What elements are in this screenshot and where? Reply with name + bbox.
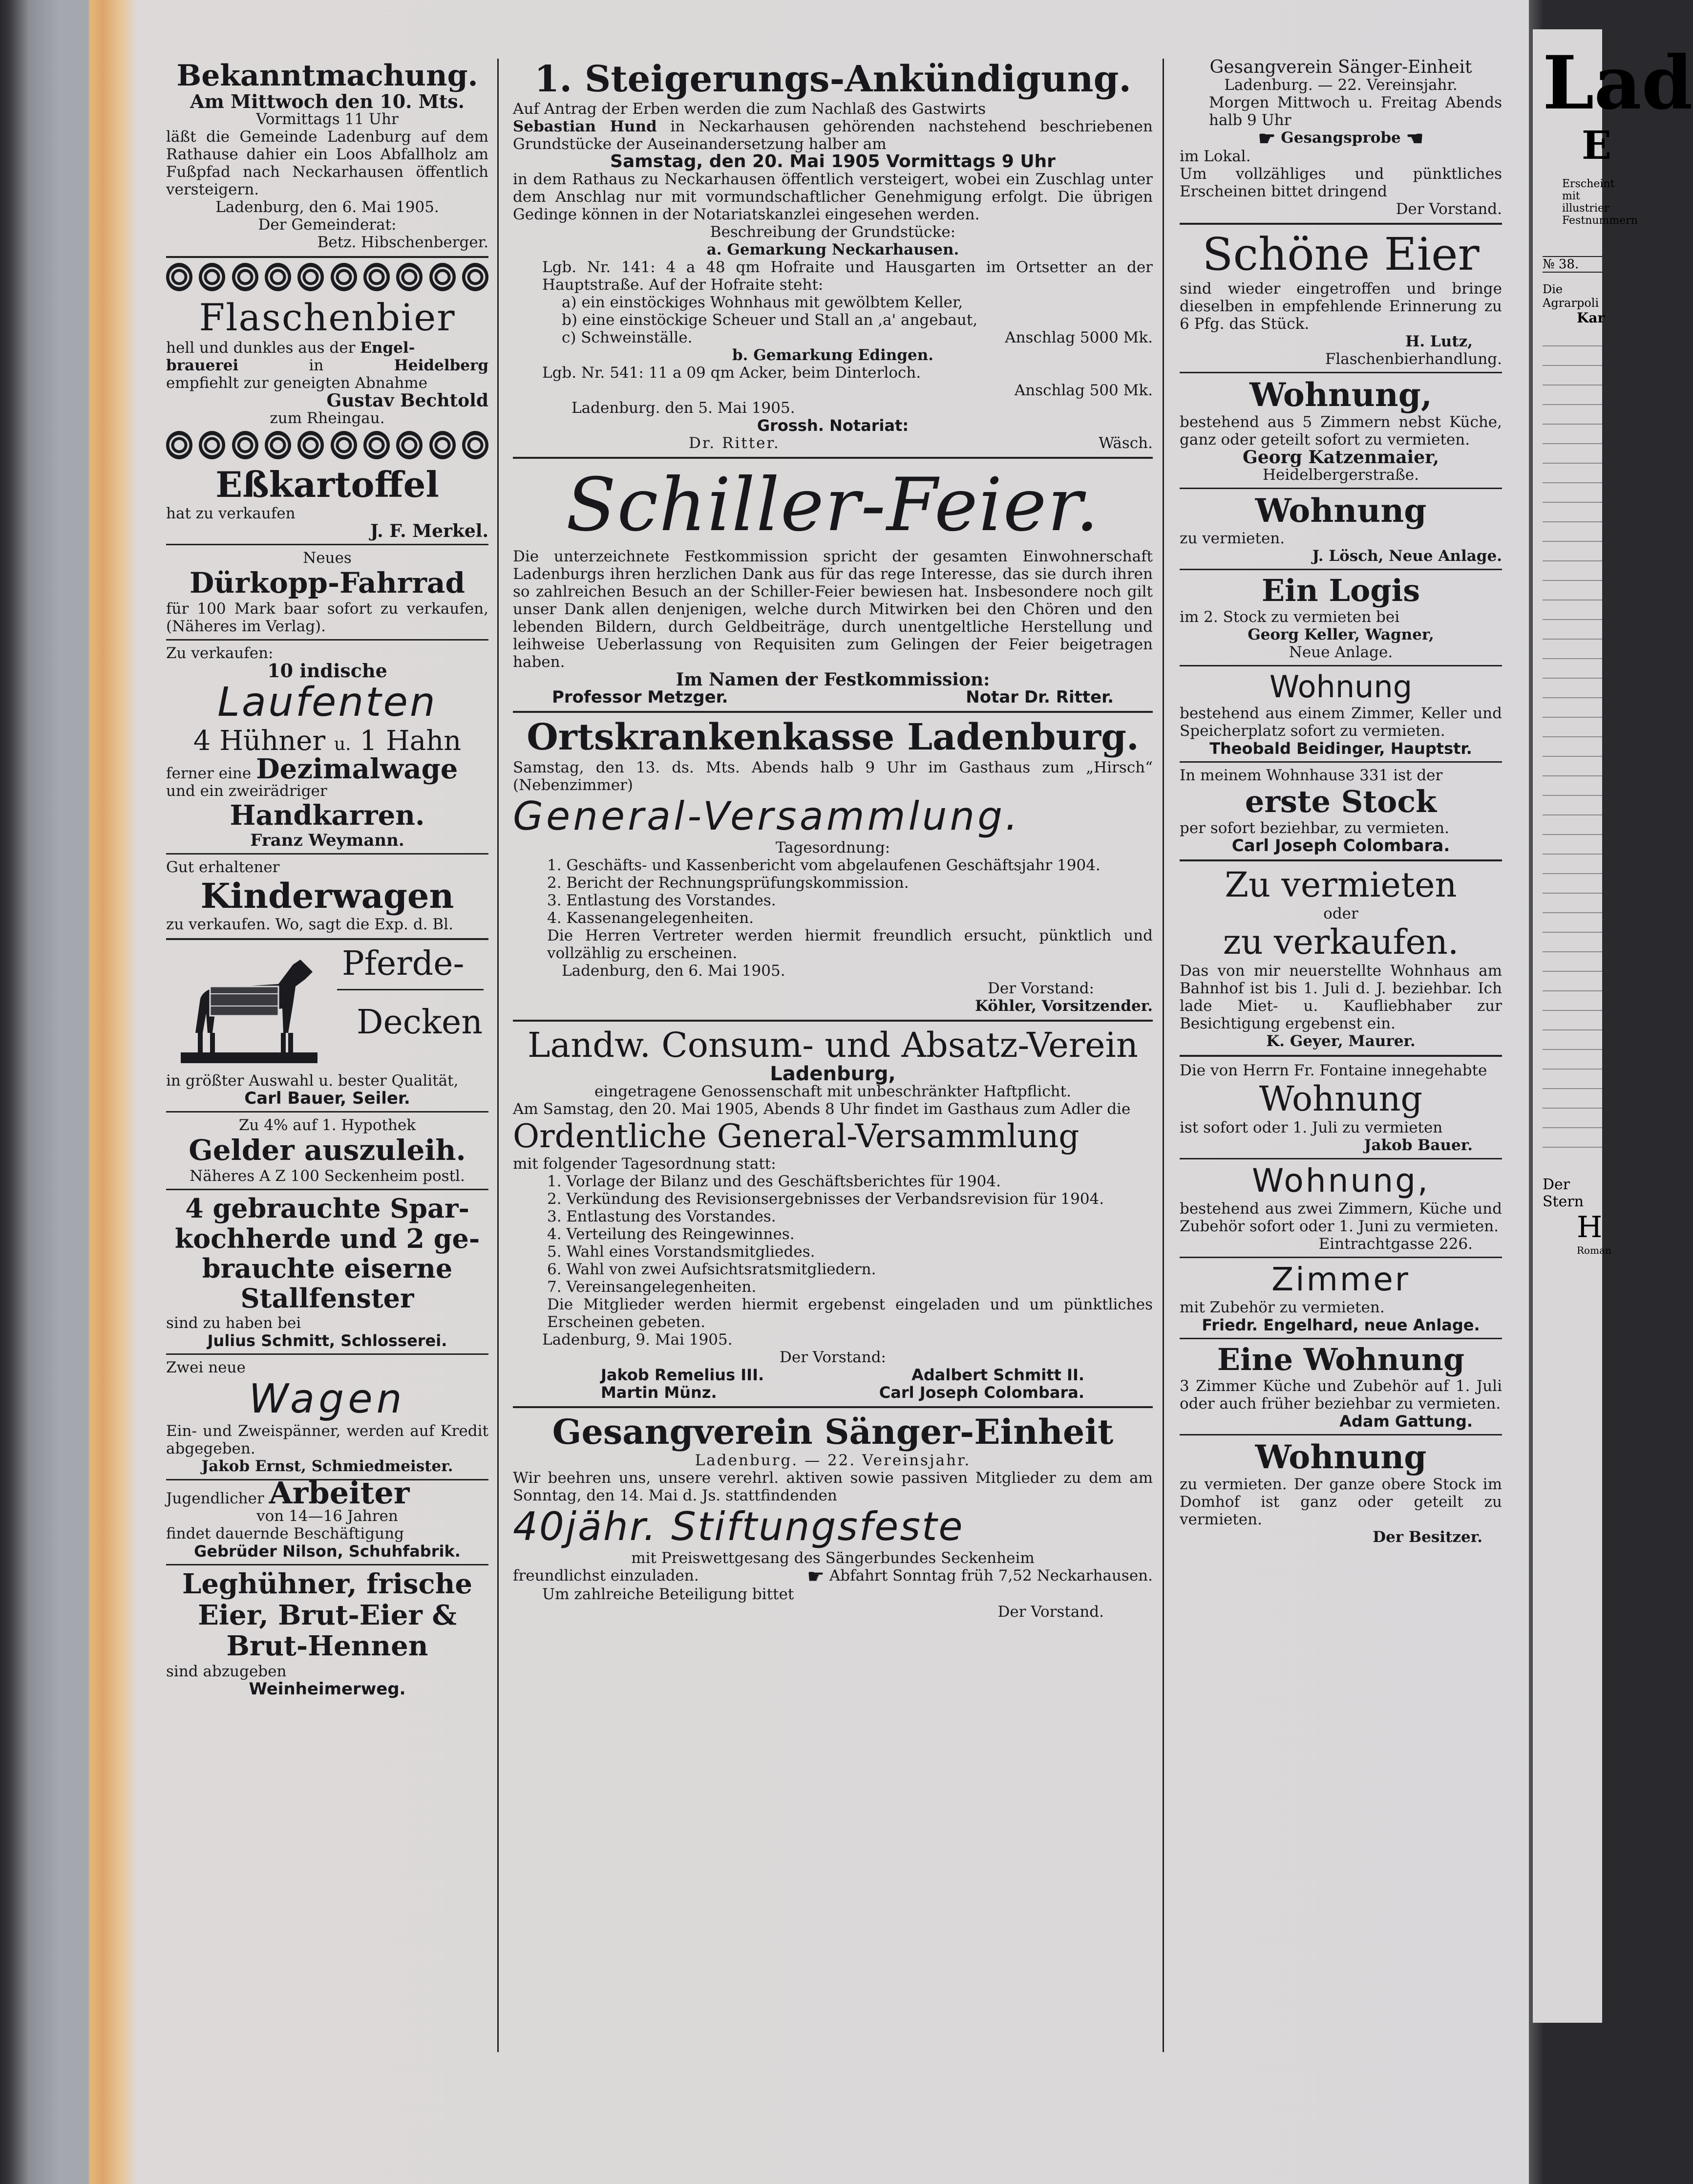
ad-text: In meinem Wohnhause 331 ist der	[1180, 767, 1443, 785]
ad-duerkopp	[166, 549, 488, 635]
ad-date: Samstag, den 20. Mai 1905 Vormittags 9 Uhr	[610, 151, 1056, 172]
ad-advertiser: Georg Katzenmaier,	[1243, 447, 1439, 468]
agenda-item: 1. Vorlage der Bilanz und des Geschäftsberichtes für 1904.	[547, 1173, 1001, 1191]
ad-address: Eintrachtgasse 226.	[1318, 1235, 1473, 1253]
ad-text: c) Schweinställe.	[562, 329, 693, 347]
ad-signature: Köhler, Vorsitzender.	[975, 997, 1153, 1015]
ad-signature: Der Vorstand:	[988, 979, 1094, 997]
ad-signature: Carl Joseph Colombara.	[879, 1383, 1084, 1402]
column-right	[1180, 59, 1502, 1546]
ad-title: Stallfenster	[240, 1283, 414, 1314]
ad-signature: Der Vorstand.	[997, 1603, 1104, 1621]
ad-divider	[166, 853, 488, 855]
ad-advertiser: Der Besitzer.	[1373, 1528, 1482, 1546]
ad-wohnung-4	[1180, 1163, 1502, 1253]
ad-eine-wohnung	[1180, 1343, 1502, 1430]
column-rule	[1163, 59, 1164, 2052]
ad-title: Wagen	[249, 1375, 406, 1422]
ad-text: mit Preiswettgesang des Sängerbundes Seckenheim	[631, 1549, 1035, 1567]
ad-title: Gelder auszuleih.	[189, 1134, 466, 1167]
facing-text: mit illustrier	[1562, 190, 1609, 214]
facing-letter: E	[1582, 122, 1611, 168]
ad-text: Jugendlicher	[166, 1489, 264, 1507]
ad-text: Zwei neue	[166, 1358, 246, 1376]
ad-fontaine	[1180, 1062, 1502, 1154]
ad-text: Ladenburg. — 22. Vereinsjahr.	[695, 1452, 971, 1470]
ad-text: empfiehlt zur geneigten Abnahme	[166, 374, 428, 392]
ad-signature: Wäsch.	[1099, 434, 1153, 452]
column-center	[513, 59, 1153, 1621]
ad-signature	[513, 688, 1153, 706]
ad-divider	[513, 711, 1153, 713]
ad-divider	[1180, 1257, 1502, 1258]
pointing-hand-icon: ☚	[1406, 127, 1424, 150]
ad-advertiser: Theobald Beidinger, Hauptstr.	[1209, 739, 1472, 758]
ad-text: per sofort beziehbar, zu vermieten.	[1180, 819, 1450, 837]
ad-signature: Martin Münz.	[601, 1383, 717, 1402]
ad-text: in dem Rathaus zu Neckarhausen öffentlich versteigert, wobei ein Zuschlag unter dem Anschlag nur mit vormundschaftlicher Genehmigung erfolgt. Die übrigen Gedinge können in der Notariatskanzlei eingesehen werden.	[513, 171, 1153, 224]
ad-text: Wir beehren uns, unsere verehrl. aktiven sowie passiven Mitglieder zu dem am Sonntag, den 14. Mai d. Js. stattfindenden	[513, 1469, 1153, 1505]
newspaper-sheet	[137, 39, 1529, 2077]
facing-masthead: Lad	[1543, 40, 1693, 126]
ad-wohnung-5	[1180, 1439, 1502, 1546]
ad-advertiser: Jakob Ernst, Schmiedmeister.	[201, 1457, 453, 1475]
ad-divider	[1180, 569, 1502, 570]
ad-title: Arbeiter	[269, 1475, 410, 1511]
ad-advertiser: Flaschenbierhandlung.	[1325, 350, 1502, 368]
ad-text: Am Mittwoch den 10. Mts.	[190, 90, 465, 112]
ad-divider	[166, 544, 488, 545]
ad-gesangverein-fest	[513, 1413, 1153, 1621]
ad-title: Brut-Hennen	[226, 1630, 428, 1663]
ad-text: von 14—16 Jahren	[256, 1507, 398, 1525]
ad-zimmer	[1180, 1262, 1502, 1334]
ad-divider	[513, 1406, 1153, 1408]
ad-divider	[166, 256, 488, 258]
ad-title: Eine Wohnung	[1217, 1341, 1465, 1377]
ad-text: im 2. Stock zu vermieten bei	[1180, 608, 1400, 626]
ad-title: General-Versammlung.	[513, 793, 1021, 839]
column-rule	[497, 59, 499, 2052]
facing-text: H	[1577, 1210, 1603, 1244]
ad-signature: Der Gemeinderat:	[258, 216, 397, 234]
ad-advertiser: Carl Bauer, Seiler.	[244, 1089, 410, 1109]
ad-schoene-eier	[1180, 230, 1502, 368]
ad-text: a) ein einstöckiges Wohnhaus mit gewölbtem Keller,	[562, 294, 963, 312]
ad-text: bestehend aus einem Zimmer, Keller und Speicherplatz sofort zu vermieten.	[1180, 705, 1502, 740]
ad-text: Die unterzeichnete Festkommission spricht der gesamten Einwohnerschaft Ladenburgs ihren herzlichen Dank aus für das rege Interesse, das sie durch ihren so zahlreichen Besuch an der Schiller-Feier bewiesen hat. Insbesondere noch gilt unser Dank allen denjenigen, welche durch Mitwirken bei den Chören und den lebenden Bildern, durch Geldbeiträge, durch unentgeltliche Herstellung und leihweise Ueberlassung von Requisiten zum Gelingen der Feier beigetragen haben.	[513, 548, 1153, 671]
ad-divider	[166, 1189, 488, 1190]
ad-text: Ein- und Zweispänner, werden auf Kredit abgegeben.	[166, 1422, 488, 1457]
ad-title: Ein Logis	[1261, 572, 1420, 608]
ad-title: Wohnung	[1255, 492, 1427, 530]
ad-text: läßt die Gemeinde Ladenburg auf dem Rathause dahier ein Loos Abfallholz am Fußpfad nach Neckarhausen öffentlich versteigern.	[166, 128, 488, 198]
ad-signature: Jakob Remelius III.	[601, 1366, 764, 1385]
ad-wagen	[166, 1359, 488, 1475]
ad-signature: Grossh. Notariat:	[757, 416, 909, 435]
horse-illustration	[166, 945, 327, 1072]
ad-address: Neue Anlage.	[1289, 643, 1393, 662]
ad-text: Lgb. Nr. 141: 4 a 48 qm Hofraite und Hausgarten im Ortsetter an der Hauptstraße. Auf der Hofraite steht:	[542, 258, 1153, 294]
ad-advertiser: Friedr. Engelhard, neue Anlage.	[1202, 1315, 1480, 1334]
ad-text: Anschlag 5000 Mk.	[1005, 329, 1153, 347]
facing-text: Roman	[1577, 1244, 1611, 1256]
ad-advertiser: Franz Weymann.	[250, 831, 404, 851]
ad-title: Gesangverein Sänger-Einheit	[552, 1412, 1114, 1453]
ad-title: 4 gebrauchte Spar-	[185, 1193, 469, 1224]
ad-divider	[1180, 1055, 1502, 1057]
ad-sparkochherde	[166, 1194, 488, 1349]
ad-text: Näheres A Z 100 Seckenheim postl.	[190, 1167, 465, 1185]
ad-text: zu verkaufen. Wo, sagt die Exp. d. Bl.	[166, 916, 453, 934]
ad-signature	[513, 434, 1153, 452]
ad-text: für 100 Mark baar sofort zu verkaufen, (Näheres im Verlag).	[166, 600, 488, 635]
ornament-border	[166, 263, 488, 293]
ad-wohnung-1	[1180, 377, 1502, 484]
ad-signature: Der Vorstand.	[1396, 200, 1502, 218]
ad-title: Zu vermieten	[1225, 865, 1457, 905]
ad-title: Leghühner, frische	[182, 1567, 472, 1600]
ad-text: oder	[1323, 905, 1358, 923]
ad-text	[513, 1565, 1153, 1588]
facing-text: Kar	[1577, 310, 1605, 326]
ad-text: Tagesordnung:	[775, 838, 890, 856]
agenda-item: 6. Wahl von zwei Aufsichtsratsmitgliedern.	[547, 1261, 876, 1279]
ad-arbeiter	[166, 1475, 488, 1561]
ad-divider	[1180, 1158, 1502, 1159]
ad-text: mit Zubehör zu vermieten.	[1180, 1298, 1385, 1316]
ad-signature: Notar Dr. Ritter.	[966, 687, 1114, 707]
ad-ortskrankenkasse	[513, 718, 1153, 1014]
ad-divider	[513, 457, 1153, 459]
ad-text: bestehend aus 5 Zimmern nebst Küche, ganz oder geteilt sofort zu vermieten.	[1180, 413, 1502, 449]
agenda-item: 3. Entlastung des Vorstandes.	[547, 891, 776, 909]
ad-text: Am Samstag, den 20. Mai 1905, Abends 8 Uhr findet im Gasthaus zum Adler die	[513, 1100, 1131, 1118]
ad-advertiser: Gustav Bechtold	[326, 390, 488, 411]
ad-text: u.	[334, 734, 351, 754]
ad-text: in Neckarhausen gehörenden nachstehend beschriebenen Grundstücke der Auseinandersetzung halber am	[513, 118, 1153, 153]
ad-advertiser: Georg Keller, Wagner,	[1248, 626, 1434, 644]
agenda-item: 2. Bericht der Rechnungsprüfungskommission.	[547, 874, 909, 892]
column-left	[166, 59, 488, 1698]
ad-gelder	[166, 1116, 488, 1185]
ad-divider	[1180, 1434, 1502, 1435]
ad-text: sind wieder eingetroffen und bringe dieselben in empfehlende Erinnerung zu 6 Pfg. das Stück.	[1180, 279, 1502, 333]
ad-date: Ladenburg, 9. Mai 1905.	[542, 1331, 733, 1349]
facing-issue-number: № 38.	[1543, 256, 1602, 273]
ad-text	[166, 357, 488, 374]
agenda-item: 4. Kassenangelegenheiten.	[547, 909, 754, 927]
ad-divider	[337, 989, 484, 990]
ad-title: Laufenten	[217, 679, 437, 726]
ad-title: Landw. Consum- und Absatz-Verein	[527, 1025, 1139, 1065]
ad-text: Die von Herrn Fr. Fontaine innegehabte	[1180, 1062, 1487, 1080]
facing-text: Festnummern	[1562, 214, 1638, 227]
ad-text: Handkarren.	[230, 799, 425, 832]
ad-signature: Adalbert Schmitt II.	[911, 1366, 1084, 1385]
ad-divider	[166, 1564, 488, 1565]
ad-signature	[513, 1366, 1153, 1384]
ad-text: ferner eine	[166, 764, 252, 782]
ad-title: 1. Steigerungs-Ankündigung.	[534, 58, 1132, 100]
ad-text: Dezimalwage	[256, 752, 458, 785]
ad-text: 3 Zimmer Küche und Zubehör auf 1. Juli oder auch früher beziehbar zu vermieten.	[1180, 1377, 1502, 1413]
ad-text: hell und dunkles aus der	[166, 339, 356, 357]
ad-title: Wohnung,	[1249, 375, 1432, 414]
ad-advertiser: Weinheimerweg.	[249, 1679, 406, 1699]
ad-text: ist sofort oder 1. Juli zu vermieten	[1180, 1119, 1443, 1137]
ad-title: Wohnung	[1255, 1437, 1427, 1476]
ad-text: Die Mitglieder werden hiermit ergebenst eingeladen und um pünktliches Erscheinen gebeten.	[547, 1296, 1153, 1331]
ad-signature: Dr. Ritter.	[689, 434, 780, 452]
ad-text: 4 Hühner	[193, 725, 326, 757]
ad-text: Engel-	[360, 339, 415, 357]
ad-divider	[166, 639, 488, 641]
ad-kinderwagen	[166, 858, 488, 933]
ad-title: Kinderwagen	[200, 876, 454, 917]
ad-text: eingetragene Genossenschaft mit unbeschränkter Haftpflicht.	[594, 1082, 1071, 1100]
ad-text: 10 indische	[267, 659, 387, 682]
ad-text: Beschreibung der Grundstücke:	[710, 223, 956, 241]
facing-text: Erscheint	[1562, 178, 1615, 190]
ad-advertiser: H. Lutz,	[1405, 332, 1473, 350]
ad-wohnung-3	[1180, 670, 1502, 757]
ad-text: sind abzugeben	[166, 1662, 287, 1680]
ad-title: Wohnung,	[1252, 1162, 1430, 1200]
ad-title: Decken	[357, 1003, 483, 1042]
ad-text: Ladenburg. — 22. Vereinsjahr.	[1224, 76, 1458, 94]
ad-signature: Der Vorstand:	[780, 1349, 886, 1367]
ad-signature	[513, 1384, 1153, 1401]
ad-esskartoffel	[166, 465, 488, 540]
ad-title: Eier, Brut-Eier &	[198, 1599, 457, 1631]
ad-text: Um vollzähliges und pünktliches Erscheinen bittet dringend	[1180, 165, 1502, 200]
ad-text: mit folgender Tagesordnung statt:	[513, 1155, 776, 1173]
ad-text: Das von mir neuerstellte Wohnhaus am Bahnhof ist bis 1. Juli d. J. beziehbar. Ich lade Miet- u. Kaufliebhaber zur Besichtigung ergebenst ein.	[1180, 962, 1502, 1033]
ad-pferdedecken	[166, 945, 488, 1072]
ad-advertiser: J. F. Merkel.	[370, 520, 488, 541]
ad-address: Heidelbergerstraße.	[1263, 466, 1419, 484]
ad-zu-vermieten	[1180, 866, 1502, 1050]
ad-title: Bekanntmachung.	[176, 59, 478, 93]
ad-consumverein	[513, 1027, 1153, 1402]
ad-title: Wohnung	[1259, 1079, 1423, 1119]
ad-text: sind zu haben bei	[166, 1314, 301, 1332]
ad-text: zu vermieten.	[1180, 529, 1285, 547]
ornament-border	[166, 431, 488, 461]
ad-text: 1 Hahn	[360, 725, 462, 757]
ad-divider	[1180, 665, 1502, 666]
facing-text: Der Stern	[1543, 1176, 1584, 1210]
ad-divider	[166, 1353, 488, 1355]
ad-text: b. Gemarkung Edingen.	[732, 346, 934, 364]
ad-text: zu vermieten. Der ganze obere Stock im Domhof ist ganz oder geteilt zu vermieten.	[1180, 1476, 1502, 1529]
ad-wohnung-2	[1180, 493, 1502, 565]
ad-text: Ladenburg,	[770, 1062, 896, 1085]
ad-divider	[1180, 488, 1502, 489]
ad-text	[166, 339, 488, 357]
ad-text: Heidelberg	[394, 356, 488, 374]
agenda-item: 4. Verteilung des Reingewinnes.	[547, 1225, 795, 1243]
agenda-list	[513, 1173, 1153, 1296]
facing-column-text	[1543, 336, 1602, 1166]
ad-text: Morgen Mittwoch u. Freitag Abends halb 9 Uhr	[1209, 94, 1502, 129]
ad-divider	[1180, 223, 1502, 225]
ad-divider	[166, 1111, 488, 1113]
ad-text	[166, 1475, 488, 1511]
ad-text: Neues	[303, 549, 352, 567]
ad-address: zum Rheingau.	[270, 409, 385, 427]
ad-text: Abfahrt Sonntag früh 7,52 Neckarhausen.	[829, 1567, 1153, 1585]
ad-gesangsprobe	[1180, 59, 1502, 218]
ad-title: Pferde-	[342, 944, 465, 984]
ad-date: Ladenburg. den 5. Mai 1905.	[571, 399, 795, 417]
ad-divider	[166, 938, 488, 940]
ad-text: Vormittags 11 Uhr	[256, 110, 399, 128]
ad-text: Zu verkaufen:	[166, 644, 274, 662]
ad-logis	[1180, 574, 1502, 661]
ad-divider	[1180, 372, 1502, 373]
ad-text: Gesangsprobe	[1281, 129, 1401, 147]
ad-advertiser: Carl Joseph Colombara.	[1231, 836, 1450, 856]
ad-text: findet dauernde Beschäftigung	[166, 1524, 404, 1542]
ad-advertiser: K. Geyer, Maurer.	[1266, 1032, 1416, 1050]
ad-text: bestehend aus zwei Zimmern, Küche und Zubehör sofort oder 1. Juni zu vermieten.	[1180, 1200, 1502, 1236]
ad-title: erste Stock	[1245, 784, 1437, 820]
ad-steigerung	[513, 60, 1153, 452]
ad-divider	[1180, 859, 1502, 861]
ad-text	[1180, 129, 1502, 148]
agenda-item: 5. Wahl eines Vorstandsmitgliedes.	[547, 1243, 815, 1261]
ad-title: kochherde und 2 ge-	[174, 1222, 480, 1254]
ad-title: Dürkopp-Fahrrad	[189, 566, 466, 600]
ad-advertiser: Jakob Bauer.	[1364, 1136, 1473, 1155]
facing-page-edge	[1533, 29, 1693, 2023]
ad-title: brauchte eiserne	[202, 1252, 453, 1284]
facing-text: Die Agrarpoli	[1543, 282, 1599, 310]
ad-text: Anschlag 500 Mk.	[1014, 382, 1153, 400]
ad-title: Schiller-Feier.	[566, 463, 1100, 548]
ad-bekanntmachung	[166, 60, 488, 251]
ad-title: Ordentliche General-Versammlung	[513, 1117, 1079, 1155]
ad-advertiser: Gebrüder Nilson, Schuhfabrik.	[194, 1542, 461, 1561]
ad-title: Gesangverein Sänger-Einheit	[1209, 57, 1472, 77]
ad-text: und ein zweirädriger	[166, 782, 327, 800]
ad-signature: Professor Metzger.	[552, 687, 728, 707]
ad-date: Ladenburg, den 6. Mai 1905.	[215, 198, 439, 216]
pointing-hand-icon: ☛	[1258, 127, 1276, 150]
ad-leghuehner	[166, 1569, 488, 1698]
ad-title: Zimmer	[1271, 1261, 1410, 1299]
ad-text	[166, 752, 488, 785]
ad-text: Lgb. Nr. 541: 11 a 09 qm Acker, beim Dinterloch.	[542, 364, 921, 382]
ad-text: hat zu verkaufen	[166, 504, 296, 522]
ad-text: Auf Antrag der Erben werden die zum Nachlaß des Gastwirts	[513, 100, 986, 118]
ad-title: Flaschenbier	[199, 296, 456, 339]
ad-erste-stock	[1180, 767, 1502, 855]
ad-text: in	[309, 356, 324, 374]
ad-text: brauerei	[166, 356, 239, 374]
ad-advertiser: Julius Schmitt, Schlosserei.	[207, 1331, 447, 1350]
ad-laufenten	[166, 644, 488, 850]
ad-title: 40jähr. Stiftungsfeste	[513, 1504, 964, 1550]
agenda-item: 2. Verkündung des Revisionsergebnisses der Verbandsrevision für 1904.	[547, 1190, 1104, 1208]
ad-text	[513, 329, 1153, 346]
ad-signature: Betz. Hibschenberger.	[317, 234, 488, 251]
ad-divider	[1180, 1338, 1502, 1339]
ad-date: Ladenburg, den 6. Mai 1905.	[562, 962, 785, 980]
ad-text: Gut erhaltener	[166, 858, 280, 877]
pointing-hand-icon: ☛	[807, 1565, 825, 1588]
ad-text: Sebastian Hund	[513, 118, 657, 136]
ad-text	[807, 1565, 1153, 1588]
ad-text: Im Namen der Festkommission:	[676, 669, 990, 690]
ad-divider	[513, 1020, 1153, 1022]
ad-schillerfeier	[513, 464, 1153, 706]
ad-text: freundlichst einzuladen.	[513, 1567, 699, 1585]
ad-flaschenbier	[166, 297, 488, 427]
ad-text: a. Gemarkung Neckarhausen.	[706, 241, 959, 259]
ad-advertiser: J. Lösch, Neue Anlage.	[1312, 547, 1502, 565]
ad-divider	[1180, 761, 1502, 763]
ad-title: Schöne Eier	[1202, 228, 1480, 280]
ad-text: im Lokal.	[1180, 147, 1251, 165]
ad-text	[513, 118, 1153, 153]
agenda-list	[513, 856, 1153, 927]
ad-pferdedecken-text	[166, 1072, 488, 1107]
ad-text: in größter Auswahl u. bester Qualität,	[166, 1072, 459, 1090]
ad-text: Samstag, den 13. ds. Mts. Abends halb 9 Uhr im Gasthaus zum „Hirsch“ (Nebenzimmer)	[513, 758, 1153, 794]
ad-text: b) eine einstöckige Scheuer und Stall an ,a' angebaut,	[562, 311, 978, 329]
agenda-item: 3. Entlastung des Vorstandes.	[547, 1208, 776, 1226]
ad-title: Ortskrankenkasse Ladenburg.	[527, 716, 1139, 759]
ad-title: Eßkartoffel	[215, 463, 439, 505]
ad-text: Um zahlreiche Beteiligung bittet	[542, 1585, 794, 1603]
ad-advertiser: Adam Gattung.	[1339, 1412, 1473, 1431]
ad-title: Wohnung	[1269, 669, 1413, 705]
agenda-item: 7. Vereinsangelegenheiten.	[547, 1278, 757, 1296]
ad-title: zu verkaufen.	[1223, 922, 1459, 963]
ad-text: Zu 4% auf 1. Hypothek	[238, 1116, 416, 1135]
agenda-item: 1. Geschäfts- und Kassenbericht vom abgelaufenen Geschäftsjahr 1904.	[547, 856, 1100, 874]
ad-text: Die Herren Vertreter werden hiermit freundlich ersucht, pünktlich und vollzählig zu erscheinen.	[547, 926, 1153, 962]
